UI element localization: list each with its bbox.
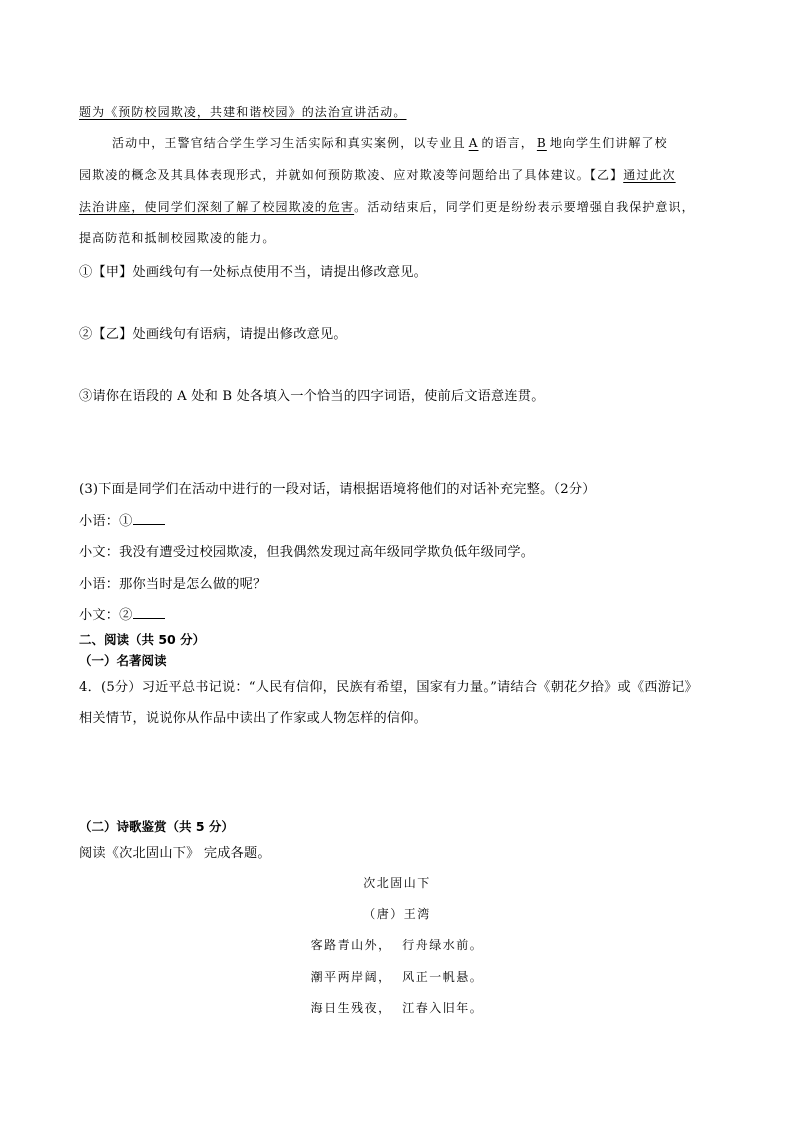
passage-text: 。活动结束后，同学们更是纷纷表示要增强自我保护意识， <box>354 200 695 214</box>
poem-line: 海日生残夜， 江春入旧年。 <box>310 1001 484 1015</box>
question-2: ②【乙】处画线句有语病，请提出修改意见。 <box>79 327 347 342</box>
dialogue-line-3: 小语：那你当时是怎么做的呢？ <box>79 577 267 592</box>
passage-text: 提高防范和抵制校园欺凌的能力。 <box>79 231 276 245</box>
yi-underlined: 法治讲座，使同学们深刻了解了校园欺凌的危害 <box>79 200 355 214</box>
passage-text: 活动中，王警官结合学生学习生活实际和真实案例，以专业且 <box>112 136 466 150</box>
passage-text: 的语言， <box>481 136 534 150</box>
speaker-text: 小语：① <box>79 514 133 529</box>
passage-text: 地向学生们讲解了校 <box>549 136 668 150</box>
passage-line-3 <box>79 166 676 183</box>
passage-line-5 <box>79 229 276 246</box>
section-heading: 二、阅读（共 50 分） <box>79 632 206 647</box>
poem-line: 潮平两岸阔， 风正一帆悬。 <box>310 970 484 984</box>
dialogue-intro: (3)下面是同学们在活动中进行的一段对话，请根据语境将他们的对话补充完整。（2分） <box>79 482 596 497</box>
passage-line-4 <box>79 198 695 215</box>
poem-line: 客路青山外， 行舟绿水前。 <box>310 938 484 952</box>
passage-line-1 <box>79 103 407 120</box>
passage-line-2 <box>112 134 668 151</box>
question-1: ①【甲】处画线句有一处标点使用不当，请提出修改意见。 <box>79 265 428 280</box>
dialogue-line-2: 小文：我没有遭受过校园欺凌，但我偶然发现过高年级同学欺负低年级同学。 <box>79 545 535 560</box>
subsection-heading: （二）诗歌鉴赏（共 5 分） <box>79 819 234 834</box>
question-3: ③请你在语段的 A 处和 B 处各填入一个恰当的四字词语，使前后文语意连贯。 <box>79 389 545 404</box>
answer-blank <box>133 606 165 619</box>
passage-text: 题为《预防校园欺凌，共建和谐校园》的法治宣讲活动。 <box>79 105 407 119</box>
passage-text: 园欺凌的概念及其具体表现形式，并就如何预防欺凌、应对欺凌等问题给出了具体建议。 <box>79 168 590 182</box>
poem-instruction: 阅读《次北固山下》 完成各题。 <box>79 846 271 861</box>
blank-a: A <box>468 136 479 150</box>
question-4-line-2: 相关情节，说说你从作品中读出了作家或人物怎样的信仰。 <box>79 711 428 726</box>
blank-b: B <box>536 136 547 150</box>
question-4-line-1: 4．(5分）习近平总书记说：“人民有信仰，民族有希望，国家有力量。”请结合《朝花夕拾》或《西游记》 <box>79 680 698 695</box>
dialogue-line-1 <box>79 510 165 529</box>
poem-title: 次北固山下 <box>363 876 431 890</box>
answer-blank <box>133 512 165 525</box>
speaker-text: 小文：② <box>79 608 133 623</box>
yi-underlined: 通过此次 <box>623 168 676 182</box>
subsection-heading: （一）名著阅读 <box>79 653 167 668</box>
yi-marker: 【乙】 <box>589 168 624 182</box>
dialogue-line-4 <box>79 604 165 623</box>
poem-author: （唐）王湾 <box>363 907 431 921</box>
